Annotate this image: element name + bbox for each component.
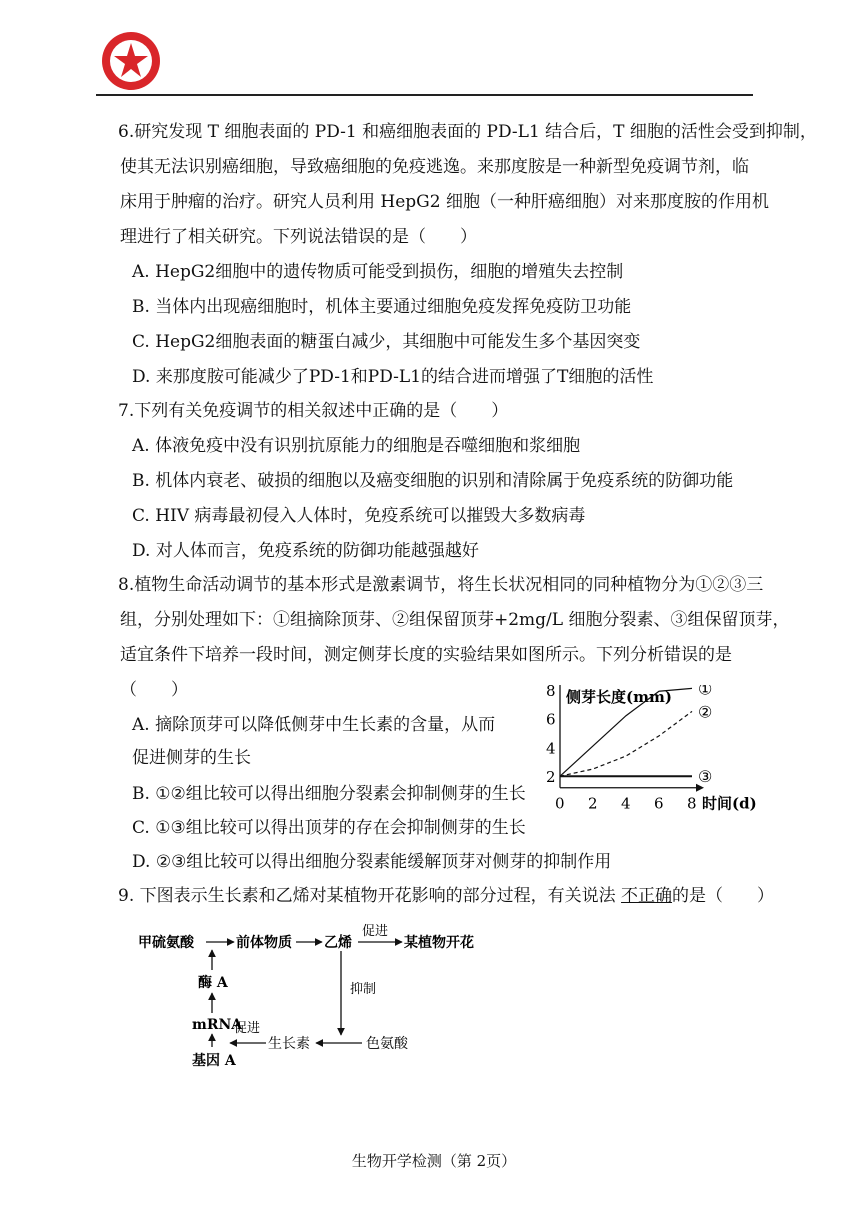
- chart-x-tick-label-8: 8: [687, 794, 697, 813]
- q9-stem: [118, 884, 774, 908]
- q9-stem-underlined: 不正确: [621, 886, 673, 906]
- q6-line-2: 使其无法识别癌细胞，导致癌细胞的免疫逃逸。来那度胺是一种新型免疫调节剂，临: [120, 157, 749, 177]
- chart-series-line-2: [560, 711, 692, 776]
- q7-option-a: A. 体液免疫中没有识别抗原能力的细胞是吞噬细胞和浆细胞: [132, 436, 581, 456]
- diagram-svg: [130, 915, 490, 1075]
- q8-line-3: 适宜条件下培养一段时间，测定侧芽长度的实验结果如图所示。下列分析错误的是: [120, 645, 732, 665]
- q8-line-4: （ ）: [120, 680, 188, 700]
- chart-y-tick-label-4: 4: [546, 739, 556, 758]
- chart-y-tick-label-8: 8: [546, 685, 556, 700]
- q7-stem: 7.下列有关免疫调节的相关叙述中正确的是（ ）: [118, 401, 509, 421]
- node-auxin: 生长素: [268, 1036, 310, 1052]
- chart-x-axis-label: 时间(d): [702, 794, 757, 813]
- q6-line-1: 6.研究发现 T 细胞表面的 PD-1 和癌细胞表面的 PD-L1 结合后，T 细胞的活性会受到抑制，: [118, 122, 817, 142]
- q6-line-4: 理进行了相关研究。下列说法错误的是（ ）: [120, 227, 477, 247]
- q6-option-a: A. HepG2细胞中的遗传物质可能受到损伤，细胞的增殖失去控制: [132, 262, 624, 282]
- node-gene-a: 基因 A: [192, 1053, 236, 1069]
- q6-line-3: 床用于肿瘤的治疗。研究人员利用 HepG2 细胞（一种肝癌细胞）对来那度胺的作用机: [120, 192, 769, 212]
- q8-option-a-line-1: A. 摘除顶芽可以降低侧芽中生长素的含量，从而: [132, 715, 496, 735]
- chart-y-tick-label-2: 2: [546, 768, 556, 787]
- q9-stem-after: 的是（ ）: [672, 886, 775, 906]
- label-promote-bottom: 促进: [234, 1021, 261, 1036]
- ethylene-auxin-diagram: [130, 915, 490, 1075]
- q6-option-b: B. 当体内出现癌细胞时，机体主要通过细胞免疫发挥免疫防卫功能: [132, 297, 632, 317]
- node-mrna: mRNA: [192, 1017, 243, 1033]
- chart-x-tick-label-6: 6: [654, 794, 664, 813]
- q6-option-d: D. 来那度胺可能减少了PD-1和PD-L1的结合进而增强了T细胞的活性: [132, 367, 654, 387]
- header-rule: [96, 94, 753, 96]
- chart-x-tick-label-4: 4: [621, 794, 631, 813]
- node-ethylene: 乙烯: [324, 935, 352, 951]
- node-flowering: 某植物开花: [404, 935, 474, 951]
- page-footer: 生物开学检测（第 2页）: [351, 1152, 517, 1170]
- q7-option-c: C. HIV 病毒最初侵入人体时，免疫系统可以摧毁大多数病毒: [132, 506, 586, 526]
- chart-series-label-1: ①: [698, 685, 713, 699]
- q6-option-c: C. HepG2细胞表面的糖蛋白减少，其细胞中可能发生多个基因突变: [132, 332, 641, 352]
- label-promote-top: 促进: [362, 924, 389, 939]
- q8-option-a-line-2: 促进侧芽的生长: [132, 748, 251, 768]
- q8-line-2: 组，分别处理如下：①组摘除顶芽、②组保留顶芽+2mg/L 细胞分裂素、③组保留顶芽，: [120, 610, 790, 630]
- chart-x-tick-label-0: 0: [555, 794, 565, 813]
- q8-option-c: C. ①③组比较可以得出顶芽的存在会抑制侧芽的生长: [132, 818, 526, 838]
- lateral-bud-chart: [538, 685, 788, 845]
- q8-option-d: D. ②③组比较可以得出细胞分裂素能缓解顶芽对侧芽的抑制作用: [132, 852, 612, 872]
- chart-y-tick-label-6: 6: [546, 710, 556, 729]
- school-logo: [100, 30, 162, 92]
- label-inhibit: 抑制: [350, 982, 377, 997]
- node-precursor: 前体物质: [236, 935, 292, 951]
- chart-y-axis-label: 侧芽长度(mm): [566, 688, 672, 706]
- chart-svg: [538, 685, 788, 845]
- node-tryptophan: 色氨酸: [366, 1036, 408, 1052]
- node-methionine: 甲硫氨酸: [138, 935, 194, 951]
- chart-series-label-2: ②: [698, 702, 713, 722]
- q8-option-b: B. ①②组比较可以得出细胞分裂素会抑制侧芽的生长: [132, 784, 526, 804]
- q7-option-b: B. 机体内衰老、破损的细胞以及癌变细胞的识别和清除属于免疫系统的防御功能: [132, 471, 734, 491]
- node-enzyme-a: 酶 A: [198, 975, 228, 991]
- chart-x-tick-label-2: 2: [588, 794, 598, 813]
- q7-option-d: D. 对人体而言，免疫系统的防御功能越强越好: [132, 541, 479, 561]
- q8-line-1: 8.植物生命活动调节的基本形式是激素调节，将生长状况相同的同种植物分为①②③三: [118, 575, 764, 595]
- q9-stem-before: 9. 下图表示生长素和乙烯对某植物开花影响的部分过程，有关说法: [118, 886, 622, 906]
- school-seal-icon: [100, 30, 162, 92]
- chart-series-label-3: ③: [698, 767, 713, 787]
